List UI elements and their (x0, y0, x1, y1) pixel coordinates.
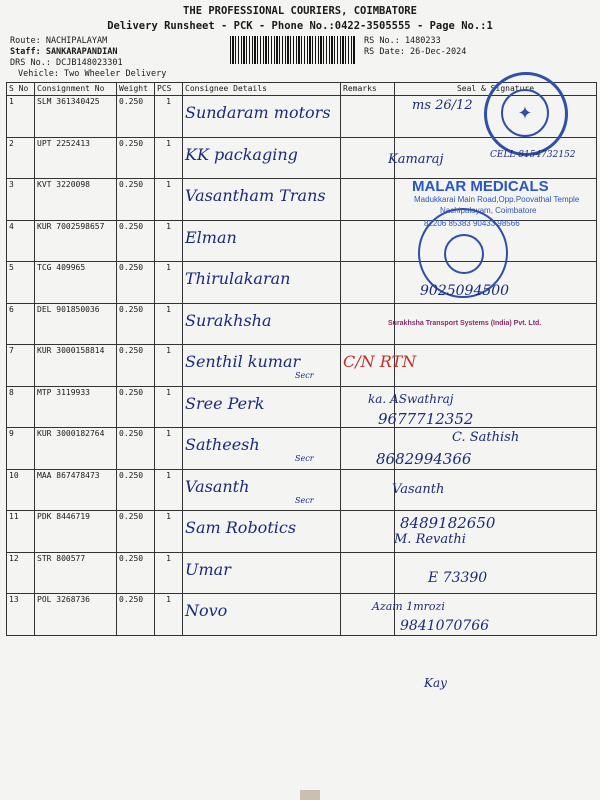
table-row (7, 552, 597, 594)
runsheet-title: Delivery Runsheet - PCK - Phone No.:0422-3505555 - Page No.:1 (107, 20, 493, 32)
malar-medicals-stamp: MALAR MEDICALS (412, 178, 549, 195)
vehicle-company-seal (484, 72, 568, 156)
table-row (7, 345, 597, 387)
weight-cell: 0.250 (117, 303, 155, 345)
remarks-cell (341, 511, 395, 553)
handwritten-signature: Kay (424, 676, 447, 690)
col-header-sno: S No (7, 83, 35, 96)
remarks-cell (341, 552, 395, 594)
weight-cell: 0.250 (117, 96, 155, 138)
handwritten-signature: Azam 1mrozi (372, 600, 445, 613)
handwritten-signature: 9025094500 (420, 283, 510, 299)
weight-cell: 0.250 (117, 428, 155, 470)
sno-cell: 7 (7, 345, 35, 387)
sno-cell: 4 (7, 220, 35, 262)
sno-cell: 2 (7, 137, 35, 179)
table-row (7, 594, 597, 636)
pcs-cell: 1 (155, 137, 183, 179)
handwritten-signature: CELL 8154732152 (490, 150, 576, 160)
rs-number: RS No.: 1480233 (364, 36, 441, 46)
consignee-suffix: Secr (295, 371, 314, 380)
weight-cell: 0.250 (117, 511, 155, 553)
pcs-cell: 1 (155, 179, 183, 221)
weight-cell: 0.250 (117, 345, 155, 387)
handwritten-signature: ms 26/12 (412, 98, 473, 113)
pcs-cell: 1 (155, 345, 183, 387)
consignee-handwriting: Sree Perk (185, 393, 265, 413)
col-header-weight: Weight (117, 83, 155, 96)
consignee-handwriting: Sundaram motors (185, 103, 331, 122)
remarks-cell (341, 96, 395, 138)
col-header-seal: Seal & Signature (395, 83, 597, 96)
remarks-cell (341, 303, 395, 345)
consignee-cell (183, 303, 341, 345)
consignee-handwriting: Umar (185, 559, 231, 579)
malar-address-line2: Nachipalayam, Coimbatore (440, 206, 537, 215)
remarks-cell (341, 220, 395, 262)
consignee-suffix: Secr (295, 495, 314, 505)
vehicle-label: Vehicle: Two Wheeler Delivery (18, 69, 167, 79)
handwritten-signature: 9677712352 (378, 410, 474, 428)
sno-cell: 9 (7, 428, 35, 470)
weight-cell: 0.250 (117, 552, 155, 594)
consignee-handwriting: Vasantham Trans (185, 186, 326, 205)
pcs-cell: 1 (155, 428, 183, 470)
weight-cell: 0.250 (117, 594, 155, 636)
handwritten-signature: M. Revathi (394, 532, 466, 547)
remarks-cell (341, 179, 395, 221)
consignment-cell: KVT 3220098 (35, 179, 117, 221)
col-header-consignment: Consignment No (35, 83, 117, 96)
col-header-consignee: Consignee Details (183, 83, 341, 96)
runsheet-table (6, 82, 597, 636)
remarks-handwriting: C/N RTN (343, 352, 417, 371)
col-header-remarks: Remarks (341, 83, 395, 96)
consignment-cell: TCG 409965 (35, 262, 117, 304)
pcs-cell: 1 (155, 552, 183, 594)
sno-cell: 3 (7, 179, 35, 221)
barcode (230, 36, 356, 64)
consignee-cell (183, 552, 341, 594)
surakhsha-stamp: Surakhsha Transport Systems (India) Pvt. Ltd. (388, 320, 542, 327)
consignee-handwriting: Vasanth (185, 476, 250, 496)
consignment-cell: KUR 3000182764 (35, 428, 117, 470)
handwritten-signature: 8489182650 (400, 514, 496, 532)
consignee-handwriting: Sam Robotics (185, 518, 297, 537)
consignee-cell (183, 137, 341, 179)
weight-cell: 0.250 (117, 179, 155, 221)
consignment-cell: DEL 901850036 (35, 303, 117, 345)
pcs-cell: 1 (155, 220, 183, 262)
pcs-cell: 1 (155, 96, 183, 138)
consignee-handwriting: Satheesh (185, 435, 260, 454)
table-row (7, 511, 597, 553)
weight-cell: 0.250 (117, 137, 155, 179)
sno-cell: 12 (7, 552, 35, 594)
seal-signature-cell (395, 552, 597, 594)
route-label: Route: NACHIPALAYAM (10, 36, 108, 46)
consignment-cell: STR 800577 (35, 552, 117, 594)
consignee-handwriting: Surakhsha (185, 310, 272, 330)
remarks-cell (341, 345, 417, 387)
weight-cell: 0.250 (117, 469, 155, 511)
handwritten-signature: Kamaraj (388, 152, 444, 167)
sno-cell: 1 (7, 96, 35, 138)
consignment-cell: MTP 3119933 (35, 386, 117, 428)
malar-address-line1: Madukkarai Main Road,Opp.Poovathal Temple (414, 195, 580, 204)
sno-cell: 10 (7, 469, 35, 511)
pcs-cell: 1 (155, 386, 183, 428)
handwritten-signature: C. Sathish (452, 430, 520, 445)
table-row (7, 469, 597, 511)
table-row (7, 386, 597, 428)
sno-cell: 13 (7, 594, 35, 636)
consignee-handwriting: KK packaging (185, 144, 298, 164)
consignee-cell (183, 511, 341, 553)
handwritten-signature: 9841070766 (400, 618, 490, 634)
col-header-pcs: PCS (155, 83, 183, 96)
star-emblem-icon: ✦ (517, 97, 533, 125)
page-edge-mark (300, 790, 320, 800)
remarks-cell (341, 469, 395, 511)
consignment-cell: UPT 2252413 (35, 137, 117, 179)
consignee-cell (183, 179, 341, 221)
handwritten-signature: E 73390 (428, 570, 488, 586)
consignee-cell (183, 386, 341, 428)
sno-cell: 8 (7, 386, 35, 428)
consignment-cell: KUR 7002598657 (35, 220, 117, 262)
pcs-cell: 1 (155, 469, 183, 511)
consignment-cell: PDK 8446719 (35, 511, 117, 553)
consignee-handwriting: Senthil kumar (185, 352, 301, 371)
consignee-cell (183, 220, 341, 262)
weight-cell: 0.250 (117, 262, 155, 304)
drs-label: DRS No.: DCJB148023301 (10, 58, 123, 68)
sno-cell: 6 (7, 303, 35, 345)
consignment-cell: SLM 361340425 (35, 96, 117, 138)
seal-signature-cell (395, 345, 597, 387)
consignee-cell (183, 96, 341, 138)
staff-label: Staff: SANKARAPANDIAN (10, 47, 118, 57)
weight-cell: 0.250 (117, 220, 155, 262)
handwritten-signature: Vasanth (392, 482, 445, 497)
consignee-handwriting: Novo (185, 601, 228, 620)
pcs-cell: 1 (155, 262, 183, 304)
handwritten-signature: 8682994366 (376, 450, 472, 468)
consignee-cell (183, 345, 341, 387)
consignee-cell (183, 428, 341, 470)
rs-date: RS Date: 26-Dec-2024 (364, 47, 467, 57)
remarks-cell (341, 262, 395, 304)
sno-cell: 11 (7, 511, 35, 553)
consignee-handwriting: Thirulakaran (185, 269, 291, 288)
remarks-cell (341, 137, 395, 179)
consignee-cell (183, 469, 341, 511)
company-title: THE PROFESSIONAL COURIERS, COIMBATORE (183, 5, 417, 17)
sno-cell: 5 (7, 262, 35, 304)
weight-cell: 0.250 (117, 386, 155, 428)
malar-phone: 82206 85383 90433 98566 (424, 219, 520, 228)
consignment-cell: KUR 3000158814 (35, 345, 117, 387)
consignment-cell: POL 3268736 (35, 594, 117, 636)
pcs-cell: 1 (155, 594, 183, 636)
consignment-cell: MAA 867478473 (35, 469, 117, 511)
handwritten-signature: ka. ASwathraj (368, 392, 454, 406)
pcs-cell: 1 (155, 303, 183, 345)
consignee-cell (183, 262, 341, 304)
consignee-handwriting: Elman (185, 227, 237, 247)
pcs-cell: 1 (155, 511, 183, 553)
consignee-suffix: Secr (295, 454, 314, 463)
consignee-cell (183, 594, 341, 636)
